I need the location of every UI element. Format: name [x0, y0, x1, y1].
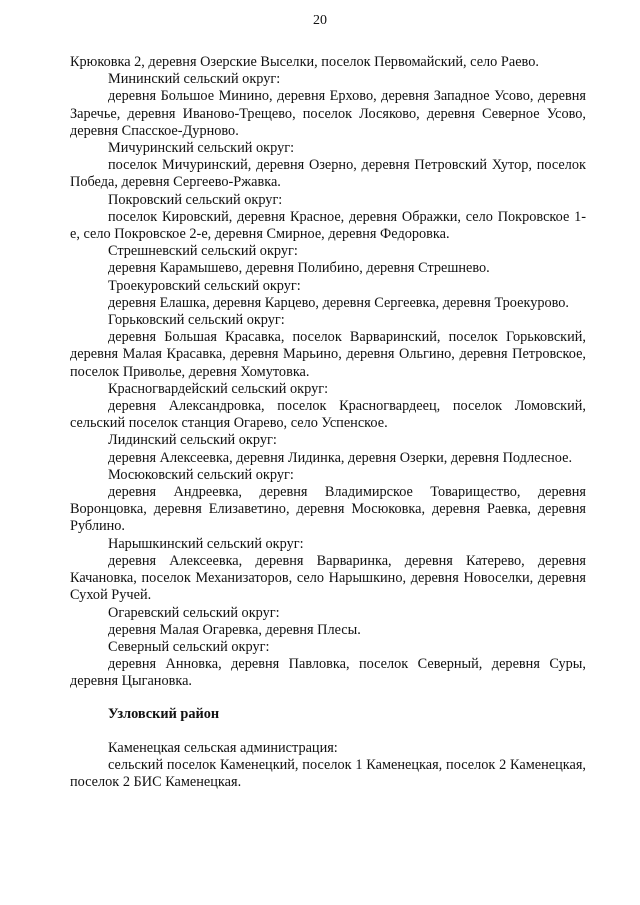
okrug-title: Мосюковский сельский округ: [108, 466, 294, 483]
okrug-ogarevsky [70, 605, 586, 639]
okrug-gorkovsky [70, 312, 586, 381]
okrug-settlements: деревня Большая Красавка, поселок Варваринский, поселок Горьковский, деревня Малая Красавка, деревня Марьино, деревня Ольгино, деревня Петровское, поселок Приволье, деревня Хомутовка. [70, 329, 586, 380]
okrug-title: Огаревский сельский округ: [108, 604, 280, 621]
okrug-title: Северный сельский округ: [108, 638, 270, 655]
okrug-title: Троекуровский сельский округ: [108, 277, 301, 294]
okrug-pokrovsky [70, 192, 586, 244]
okrug-title: Покровский сельский округ: [108, 191, 283, 208]
okrug-settlements: деревня Большое Минино, деревня Ерхово, деревня Западное Усово, деревня Заречье, деревня Иваново-Трещево, поселок Лосяково, деревня Северное Усово, деревня Спасское-Дурново. [70, 88, 586, 139]
page-number: 20 [313, 13, 327, 28]
okrug-title: Стрешневский сельский округ: [108, 243, 298, 260]
administration-title: Каменецкая сельская администрация: [108, 739, 338, 756]
okrug-settlements: деревня Алексеевка, деревня Варваринка, деревня Катерево, деревня Качановка, поселок Механизаторов, село Нарышкино, деревня Новоселки, деревня Сухой Ручей. [70, 552, 586, 604]
intro-line: Крюковка 2, деревня Озерские Выселки, поселок Первомайский, село Раево. [70, 54, 539, 70]
okrug-michurinsky [70, 140, 586, 192]
okrug-settlements: деревня Анновка, деревня Павловка, поселок Северный, деревня Суры, деревня Цыгановка. [70, 656, 586, 690]
document-body [70, 54, 586, 791]
okrug-severny [70, 639, 586, 691]
okrug-settlements: поселок Мичуринский, деревня Озерно, деревня Петровский Хутор, поселок Победа, деревня Сергеево-Ржавка. [70, 157, 586, 191]
okrug-settlements: деревня Малая Огаревка, деревня Плесы. [108, 621, 361, 638]
district-heading: Узловский район [108, 705, 220, 722]
okrug-krasnogvardeysky [70, 381, 586, 433]
administration-kamenetskaya [70, 740, 586, 792]
okrug-title: Нарышкинский сельский округ: [108, 535, 304, 552]
okrug-settlements: деревня Алексеевка, деревня Лидинка, деревня Озерки, деревня Подлесное. [108, 449, 573, 466]
okrug-settlements: деревня Елашка, деревня Карцево, деревня Сергеевка, деревня Троекурово. [108, 294, 570, 311]
okrug-settlements: поселок Кировский, деревня Красное, деревня Ображки, село Покровское 1-е, село Покровское 2-е, деревня Смирное, деревня Федоровка. [70, 208, 586, 243]
okrug-troekurovsky [70, 278, 586, 312]
okrug-title: Лидинский сельский округ: [108, 432, 277, 449]
okrug-settlements: деревня Андреевка, деревня Владимирское Товарищество, деревня Воронцовка, деревня Елизаветино, деревня Мосюковка, деревня Раевка, деревня Рублино. [70, 484, 586, 535]
okrug-mosyukovsky [70, 467, 586, 536]
okrug-mininsky [70, 71, 586, 140]
okrug-title: Горьковский сельский округ: [108, 312, 285, 329]
okrug-streshnevsky [70, 243, 586, 277]
okrug-title: Мичуринский сельский округ: [108, 140, 295, 157]
okrug-settlements: деревня Карамышево, деревня Полибино, деревня Стрешнево. [108, 260, 490, 277]
okrug-title: Красногвардейский сельский округ: [108, 380, 329, 397]
okrug-lidinsky [70, 432, 586, 466]
administration-settlements: сельский поселок Каменецкий, поселок 1 Каменецкая, поселок 2 Каменецкая, поселок 2 БИС Каменецкая. [70, 756, 586, 791]
okrug-settlements: деревня Александровка, поселок Красногвардеец, поселок Ломовский, сельский поселок станция Огарево, село Успенское. [70, 398, 586, 432]
okrug-naryshkinsky [70, 536, 586, 605]
okrug-title: Мининский сельский округ: [108, 71, 281, 88]
